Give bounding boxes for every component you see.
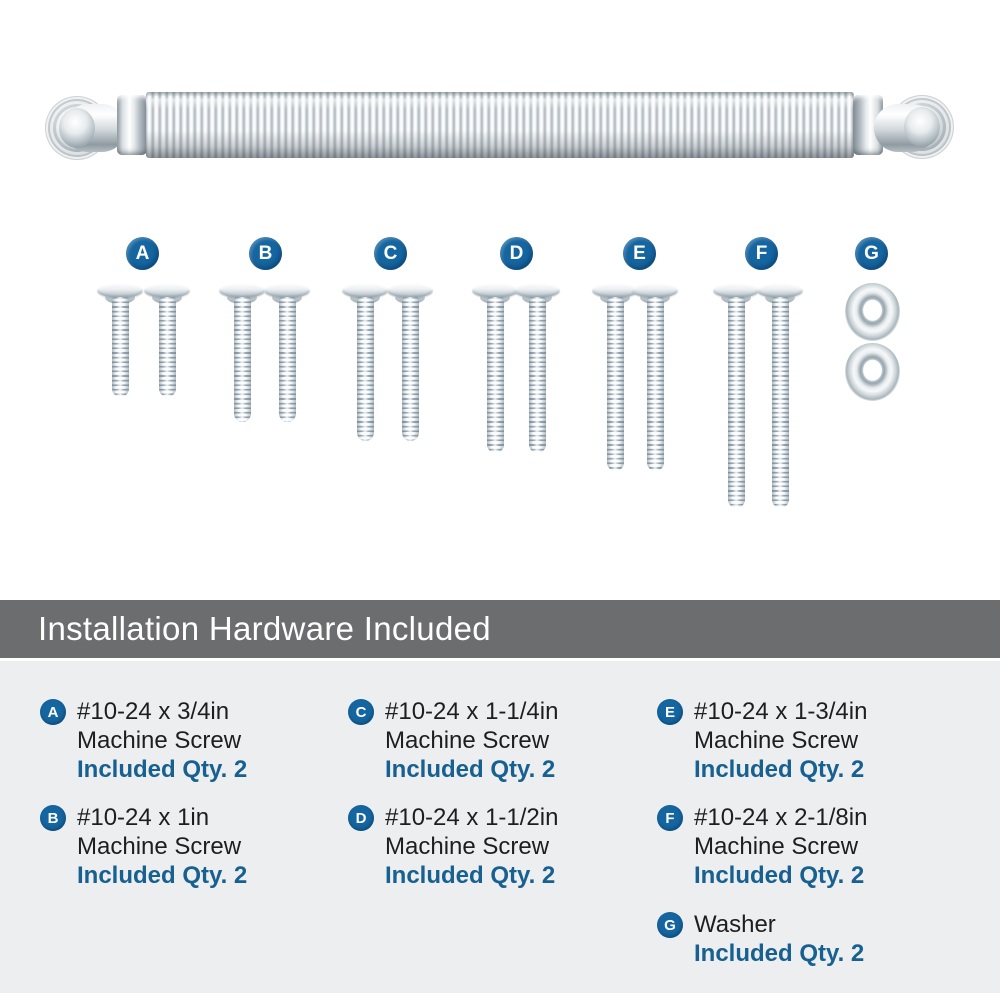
item-qty: Included Qty. 2 xyxy=(385,756,556,783)
item-qty: Included Qty. 2 xyxy=(694,862,865,889)
item-badge-c: C xyxy=(348,699,374,725)
section-header xyxy=(0,600,1000,658)
item-spec: Washer xyxy=(694,911,776,938)
item-spec: #10-24 x 1in xyxy=(77,804,210,831)
screw-d-1 xyxy=(472,283,518,453)
item-badge-g: G xyxy=(657,912,683,938)
hardware-item-f xyxy=(657,803,867,890)
screw-e-2 xyxy=(632,283,678,471)
screw-shaft xyxy=(647,297,664,471)
item-name: Machine Screw xyxy=(385,833,550,860)
item-text xyxy=(694,910,864,968)
screw-b-2 xyxy=(264,283,310,422)
item-qty: Included Qty. 2 xyxy=(694,940,865,967)
screw-f-2 xyxy=(757,283,803,508)
diagram-badge-g: G xyxy=(855,237,888,270)
screw-shaft xyxy=(607,297,624,471)
diagram-badge-e: E xyxy=(623,237,656,270)
screw-shaft xyxy=(234,297,251,422)
item-badge-b: B xyxy=(40,805,66,831)
item-badge-d: D xyxy=(348,805,374,831)
hardware-item-g xyxy=(657,910,864,968)
screw-shaft xyxy=(279,297,296,422)
hardware-item-b xyxy=(40,803,247,890)
item-text xyxy=(385,697,558,784)
screw-c-2 xyxy=(387,283,433,441)
diagram-badge-b: B xyxy=(249,237,282,270)
screw-shaft xyxy=(402,297,419,441)
item-name: Machine Screw xyxy=(77,727,242,754)
item-name: Machine Screw xyxy=(694,833,859,860)
screw-shaft xyxy=(112,297,129,397)
washer-g-2 xyxy=(845,343,900,401)
screw-f-1 xyxy=(713,283,759,508)
diagram-badge-d: D xyxy=(500,237,533,270)
item-spec: #10-24 x 1-1/4in xyxy=(385,698,559,725)
item-spec: #10-24 x 3/4in xyxy=(77,698,230,725)
pull-fluted-barrel xyxy=(146,92,854,158)
screw-shaft xyxy=(159,297,176,397)
item-badge-a: A xyxy=(40,699,66,725)
item-qty: Included Qty. 2 xyxy=(77,862,248,889)
diagram-badge-a: A xyxy=(126,237,159,270)
hardware-item-c xyxy=(348,697,558,784)
screw-shaft xyxy=(357,297,374,441)
diagram-badge-f: F xyxy=(745,237,778,270)
item-text xyxy=(385,803,558,890)
item-badge-f: F xyxy=(657,805,683,831)
item-text xyxy=(694,803,867,890)
item-text xyxy=(77,803,247,890)
screw-a-2 xyxy=(144,283,190,397)
section-title: Installation Hardware Included xyxy=(38,610,491,647)
washer-g-1 xyxy=(845,283,900,341)
item-name: Machine Screw xyxy=(77,833,242,860)
pull-right-post xyxy=(904,107,940,147)
screw-shaft xyxy=(529,297,546,453)
pull-left-collar xyxy=(117,95,147,155)
screw-shaft xyxy=(772,297,789,508)
hardware-item-a xyxy=(40,697,247,784)
item-spec: #10-24 x 1-3/4in xyxy=(694,698,868,725)
pull-left-post xyxy=(59,108,95,148)
diagram-badge-c: C xyxy=(374,237,407,270)
item-text xyxy=(694,697,867,784)
hardware-item-d xyxy=(348,803,558,890)
hardware-item-e xyxy=(657,697,867,784)
screw-shaft xyxy=(728,297,745,508)
item-text xyxy=(77,697,247,784)
cabinet-pull-image xyxy=(0,0,1000,200)
screw-shaft xyxy=(487,297,504,453)
item-qty: Included Qty. 2 xyxy=(385,862,556,889)
item-spec: #10-24 x 1-1/2in xyxy=(385,804,559,831)
screw-a-1 xyxy=(97,283,143,397)
item-badge-e: E xyxy=(657,699,683,725)
screw-b-1 xyxy=(219,283,265,422)
item-qty: Included Qty. 2 xyxy=(77,756,248,783)
item-name: Machine Screw xyxy=(694,727,859,754)
item-name: Machine Screw xyxy=(385,727,550,754)
item-qty: Included Qty. 2 xyxy=(694,756,865,783)
screw-d-2 xyxy=(514,283,560,453)
item-spec: #10-24 x 2-1/8in xyxy=(694,804,868,831)
screw-c-1 xyxy=(342,283,388,441)
